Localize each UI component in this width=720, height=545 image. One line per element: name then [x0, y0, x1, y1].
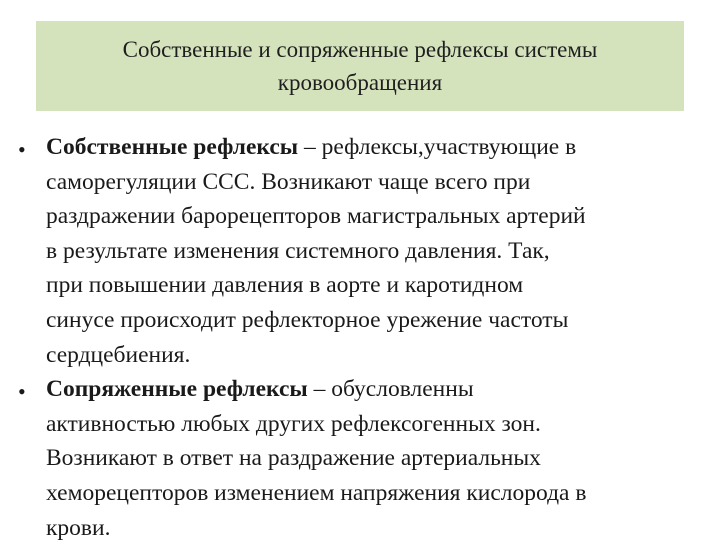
slide-title-box [36, 21, 684, 111]
bullet-text-line: хеморецепторов изменением напряжения кислорода в [46, 479, 587, 506]
slide-body [18, 130, 708, 545]
bullet-text-line: сердцебиения. [46, 341, 191, 368]
bullet-text-line: при повышении давления в аорте и каротидном [46, 272, 524, 299]
bullet-text-line: крови. [46, 514, 111, 541]
bullet-text-line: Возникают в ответ на раздражение артериальных [46, 445, 541, 472]
bullet-marker: • [18, 379, 26, 405]
bullet-first-line [46, 130, 708, 165]
bullet-text-line: в результате изменения системного давления. Так, [46, 237, 550, 264]
bullet-own-reflexes [18, 130, 708, 372]
bullet-text-line: активностью любых других рефлексогенных зон. [46, 410, 541, 437]
bullet-conjugate-reflexes [18, 372, 708, 545]
bullet-marker: • [18, 137, 26, 162]
bullet-text-line: синусе происходит рефлекторное урежение частоты [46, 306, 569, 333]
bullet-text-line: раздражении барорецепторов магистральных артерий [46, 203, 586, 230]
bullet-first-text: – обусловленны [307, 376, 474, 403]
bullet-term: Сопряженные рефлексы [46, 376, 308, 403]
slide-title-line-1: Собственные и сопряженные рефлексы системы [122, 37, 598, 62]
bullet-first-text: – рефлексы,участвующие в [298, 134, 577, 160]
bullet-first-line [46, 372, 708, 407]
bullet-term: Собственные рефлексы [46, 134, 299, 160]
bullet-text-line: саморегуляции ССС. Возникают чаще всего при [46, 168, 531, 195]
slide-title-line-2: кровообращения [277, 70, 443, 95]
